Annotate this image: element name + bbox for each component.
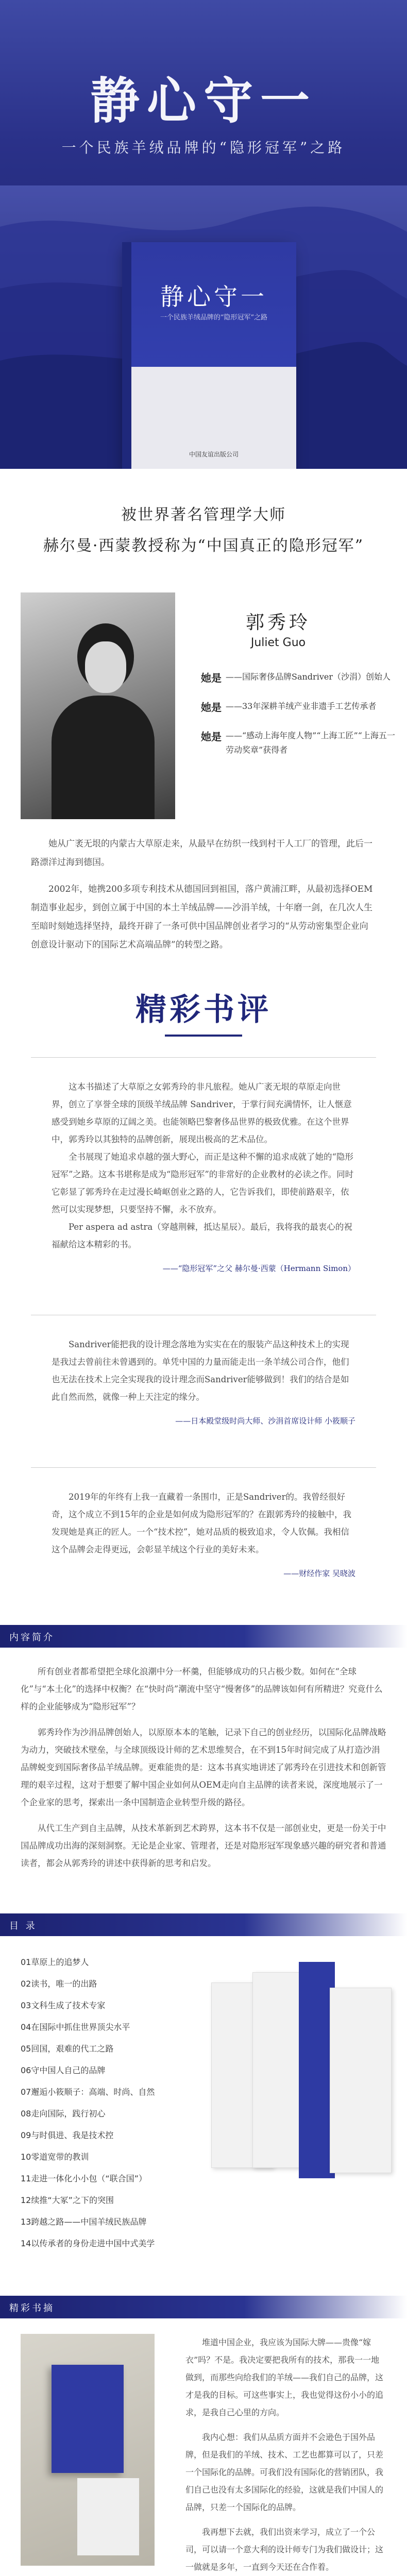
toc-section: [0, 1913, 407, 2270]
reviews-title: 精彩书评: [135, 992, 272, 1028]
author-name: [242, 608, 314, 649]
review-paragraph: 2019年的年终有上我一直藏着一条围巾，正是Sandriver的。我曾经很好奇，这个成立不到15年的企业是如何成为隐形冠军的？在跟郭秀玲的接触中，我发现她是真正的匠人。一个“技术控”，她对品质的极致追求，令人钦佩。我相信这个品牌会走得更远，会彰显羊绒这个行业的美好未来。: [52, 1492, 351, 1554]
toc-list: [21, 1952, 196, 2255]
excerpt-text: [185, 2334, 386, 2576]
role-text: ——33年深耕羊绒产业非遗手工艺传承者: [226, 701, 377, 711]
role-tag: 她是: [201, 731, 222, 743]
excerpt-paragraph: 我再想下去就，我们出资来学习，成立了一个公司，可以请一个意大利的设计师专门为我们做设计；这一做就是多年，一直到今天还在合作着。: [185, 2527, 384, 2572]
review-signature: ——“隐形冠军”之父 赫尔曼·西蒙（Hermann Simon）: [162, 1264, 355, 1273]
excerpt-photo: [21, 2334, 155, 2566]
intro-section: [0, 469, 407, 572]
author-roles: [201, 670, 397, 772]
role-tag: 她是: [201, 701, 222, 714]
content-section: [0, 1625, 407, 1888]
toc-item: 09与时俱进、我是技术控: [21, 2130, 114, 2140]
toc-item: 05回国，艰难的代工之路: [21, 2044, 114, 2054]
role-text: ——国际奢侈品牌Sandriver（沙涓）创始人: [226, 672, 391, 682]
reviews-title-underline: [165, 1035, 242, 1037]
review-card: [31, 1057, 376, 1294]
role-text: ——“感动上海年度人物”“上海工匠”“上海五一劳动奖章”获得者: [226, 731, 395, 755]
review-card: [31, 1467, 376, 1599]
intro-line-2: 赫尔曼·西蒙教授称为“中国真正的隐形冠军”: [43, 537, 364, 555]
author-paragraph: 她从广袤无垠的内蒙古大草原走来，从最早在纺织一线到村干人工厂的管理，此后一路漂洋过海到德国。: [31, 839, 372, 868]
author-role: [201, 670, 397, 685]
hero-subtitle: 一个民族羊绒品牌的“隐形冠军”之路: [61, 139, 346, 156]
content-paragraph: 郭秀玲作为沙涓品牌创始人，以原原本本的笔触，记录下自己的创业经历，以国际化品牌战略为动力，突破技术壁垒，与全球顶级设计师的艺术思维契合，在不到15年时间完成了从打造沙涓品牌蜕变到国际奢侈品羊绒品牌。更难能贵的是：这本书真实地讲述了郭秀玲在引进技术和创新管理的艰辛过程，这对于想要了解中国企业如何从OEM走向自主品牌的读者来说，深度地展示了一个企业家的思考，探索出一条中国制造企业转型升级的路径。: [21, 1727, 386, 1807]
toc-item: 11走进一体化小小包（“联合国”）: [21, 2174, 147, 2183]
content-paragraph: 所有创业者都希望把全球化浪潮中分一杯羹，但能够成功的只占极少数。如何在“全球化”与“本土化”的选择中权衡？在“快时尚”潮流中坚守“慢奢侈”的品牌该如何有所精进？究竟什么样的企业能够成为“隐形冠军”？: [21, 1667, 383, 1711]
book-page: [330, 1988, 392, 2173]
section-header: [0, 1625, 407, 1648]
review-card: [31, 1315, 376, 1447]
toc-item: 04在国际中抓住世界顶尖水平: [21, 2022, 130, 2032]
toc-item: 08走向国际，践行初心: [21, 2109, 106, 2119]
review-paragraph: 全书展现了她追求卓越的强大野心，而正是这种不懈的追求成就了她的“隐形冠军”之路。这本书堪称是成为“隐形冠军”的非常好的企业教材的必读之作。同时它彰显了郭秀玲在走过漫长崎岖创业之路的人，它告诉我们，即使前路艰辛，依然可以实现梦想，只要坚持不懈，永不放弃。: [52, 1152, 354, 1214]
section-header-label: 精彩书摘: [9, 2303, 55, 2314]
author-portrait: [21, 592, 175, 819]
hero-title: 静心守一: [90, 72, 317, 130]
toc-item: 13跨越之路——中国羊绒民族品牌: [21, 2217, 147, 2227]
toc-item: 06守中国人自己的品牌: [21, 2065, 106, 2075]
review-paragraph: Sandriver能把我的设计理念落地为实实在在的服装产品这种技术上的实现是我过去曾前往未曾遇到的。单凭中国的力量而能走出一条羊绒公司合作，他们也无法在技术上完全实现我的设计理念而Sandriver能够做到！我们的结合是如此自然而然，就像一种上天注定的缘分。: [52, 1340, 349, 1402]
section-header-label: 内容简介: [9, 1632, 55, 1643]
section-header: [0, 2296, 407, 2318]
photo-paper: [77, 2478, 139, 2555]
section-header-label: 目 录: [9, 1921, 37, 1931]
book-cover: [131, 242, 296, 469]
intro-line-1: 被世界著名管理学大师: [121, 506, 286, 524]
excerpt-body: [0, 2318, 407, 2576]
photo-book: [52, 2365, 124, 2473]
toc-book-photo: [196, 1952, 386, 2219]
toc-item: 14以传承者的身份走进中国中式美学: [21, 2239, 155, 2248]
toc-item: 01草原上的追梦人: [21, 1957, 89, 1967]
book-cover-title: 静心守一: [160, 283, 267, 311]
author-role: [201, 728, 397, 757]
content-body: [0, 1648, 407, 1888]
toc-item: 03文科生成了技术专家: [21, 2001, 106, 2010]
book-cover-publisher: 中国友谊出版公司: [189, 451, 239, 458]
author-role: [201, 699, 397, 714]
section-header: [0, 1913, 407, 1936]
portrait-body: [52, 696, 155, 819]
toc-item: 07邂逅小筱顺子：高端、时尚、自然: [21, 2087, 155, 2097]
toc-body: [0, 1936, 407, 2270]
author-name-en: Juliet Guo: [250, 636, 306, 649]
excerpt-paragraph: 堆道中国企业，我应该为国际大牌——贵像“嫁衣”吗？不是。我决定要把我所有的技术，那我一一地做到，而那些向给我们的羊绒——我们自己的品牌，这才是我的目标。可这些事实上，我也觉得这份小小的追求，是我自己心里的方向。: [185, 2337, 384, 2417]
toc-item: 12续推“大冢”之下的突围: [21, 2195, 114, 2205]
author-block: [0, 592, 407, 835]
content-paragraph: 从代工生产到自主品牌，从技术革新到艺术跨界，这本书不仅是一部创业史，更是一份关于中国品牌成功出海的深刻洞察。无论是企业家、管理者，还是对隐形冠军现象感兴趣的研究者和普通读者，都会从郭秀玲的讲述中获得新的思考和启发。: [21, 1823, 386, 1868]
review-signature: ——财经作家 吴晓波: [283, 1569, 355, 1578]
toc-item: 10零道宽带的教训: [21, 2152, 89, 2162]
book-spine: [122, 242, 131, 469]
review-signature: ——日本殿堂级时尚大师、沙涓首席设计师 小筱顺子: [175, 1416, 355, 1426]
author-paragraph: 2002年，她携200多项专利技术从德国回到祖国，落户黄浦江畔，从最初选择OEM制造事业起步，到创立属于中国的本土羊绒品牌——沙涓羊绒，十年磨一剑，在几次人生至暗时刻她选择坚持，最终开辟了一条可供中国品牌创业者学习的“从劳动密集型企业向创意设计驱动下的国际艺术高端品牌”的转型之路。: [31, 884, 373, 950]
review-paragraph: 这本书描述了大草原之女郭秀玲的非凡旅程。她从广袤无垠的草原走向世界，创立了享誉全球的顶级羊绒品牌 Sandriver，于掌行间充满情怀，让人惬意感受到她乡草原的辽阔之美。也能领略巴黎奢侈品世界的极致优雅。在这个世界中，郭秀玲以其独特的品牌创新，展现出极高的艺术品位。: [52, 1082, 352, 1144]
excerpt-paragraph: 我内心想：我们从品质方面并不会逊色于国外品牌，但是我们的羊绒、技术、工艺也都算可以了，只差一个国际化的品牌。可我们没有国际化的营销团队，我们自己也没有太多国际化的经验，这就是我们中国人的品牌，只差一个国际化的品牌。: [185, 2432, 384, 2512]
author-name-cn: 郭秀玲: [245, 612, 311, 633]
review-paragraph: Per aspera ad astra（穿越荆棘，抵达星辰）。最后，我将我的最衷心的祝福献给这本精彩的书。: [52, 1222, 352, 1249]
toc-item: 02读书，唯一的出路: [21, 1979, 97, 1989]
book-cover-subtitle: 一个民族羊绒品牌的“隐形冠军”之路: [160, 314, 268, 321]
portrait-face: [85, 641, 126, 693]
excerpt-section: [0, 2296, 407, 2576]
role-tag: 她是: [201, 672, 222, 684]
hero-banner: [0, 0, 407, 469]
